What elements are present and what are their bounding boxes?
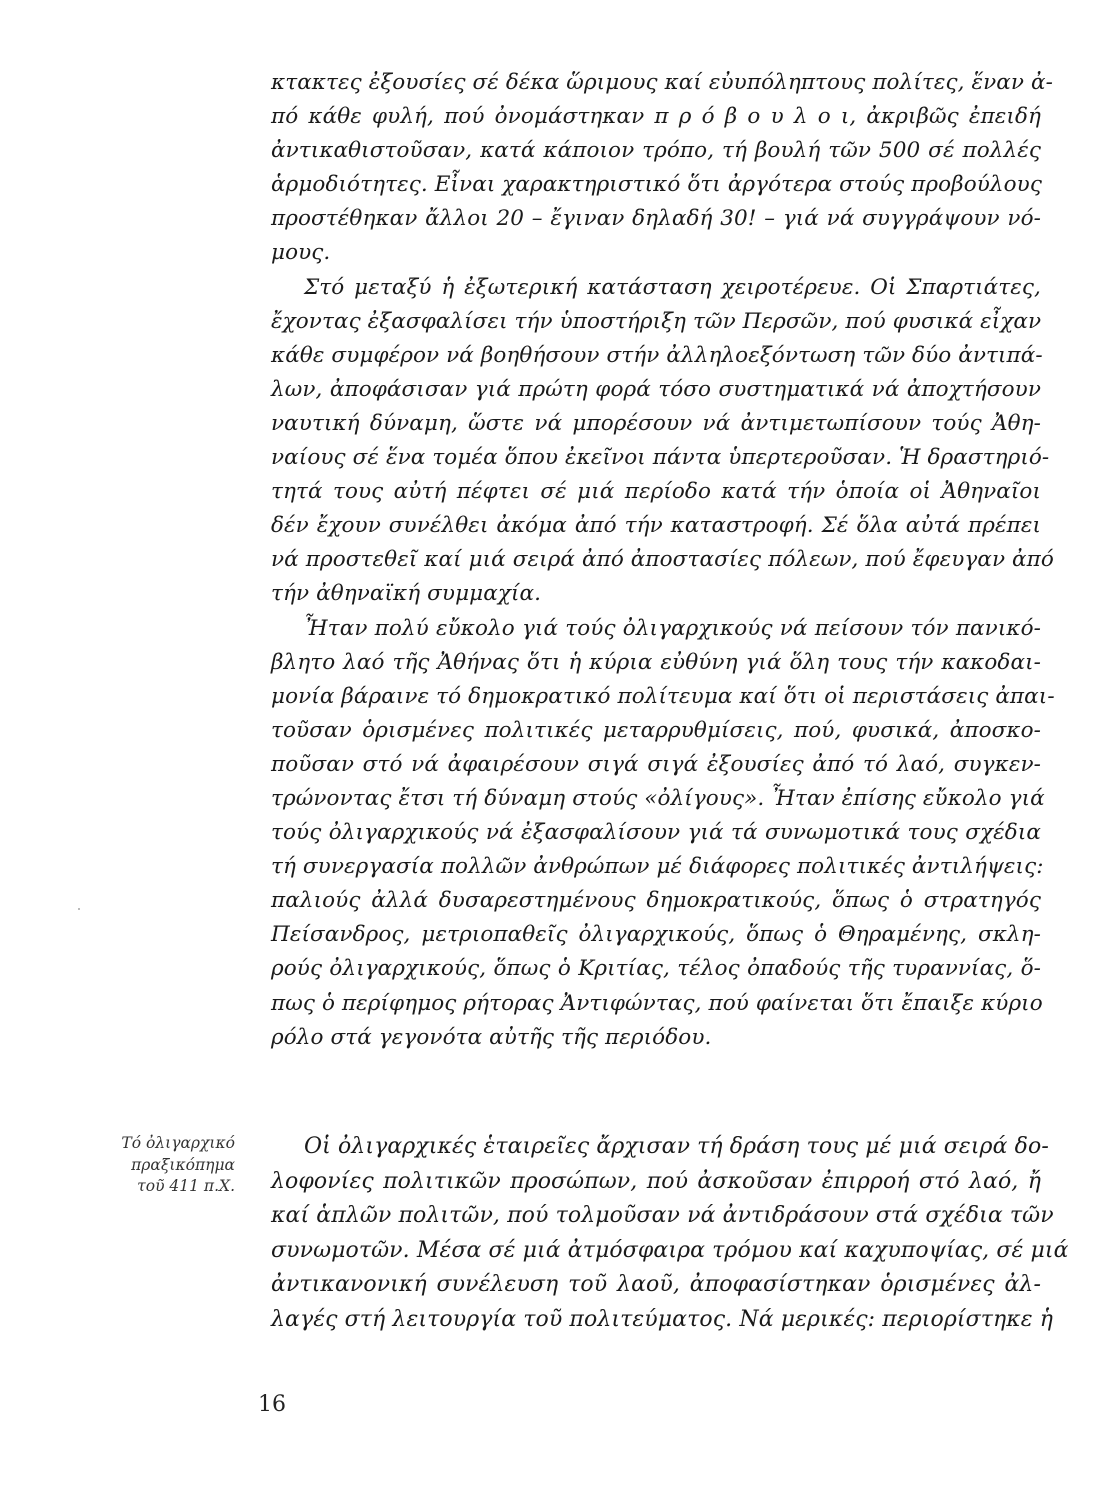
paragraph-end-line: τήν ἀθηναϊκή συμμαχία. [271, 581, 542, 607]
text-line: μονία βάραινε τό δημοκρατικό πολίτευμα καί ὅτι οἱ περιστάσεις ἀπαι- [271, 683, 1055, 709]
margin-note-line: τοῦ 411 π.Χ. [137, 1177, 235, 1195]
text-line: ρούς ὀλιγαρχικούς, ὅπως ὁ Κριτίας, τέλος ὀπαδούς τῆς τυραννίας, ὅ- [271, 956, 1041, 982]
text-line: ποῦσαν στό νά ἀφαιρέσουν σιγά σιγά ἐξουσίες ἀπό τό λαό, συγκεν- [271, 751, 1041, 777]
text-line: συνωμοτῶν. Μέσα σέ μιά ἀτμόσφαιρα τρόμου καί καχυποψίας, σέ μιά [271, 1237, 1069, 1263]
text-line: ναυτική δύναμη, ὥστε νά μπορέσουν νά ἀντιμετωπίσουν τούς Ἀθη- [271, 410, 1041, 436]
text-line: ἀντικαθιστοῦσαν, κατά κάποιον τρόπο, τή βουλή τῶν 500 σέ πολλές [271, 138, 1041, 164]
margin-note [70, 1133, 235, 1198]
scan-speck [78, 908, 80, 910]
margin-note-line: Τό ὀλιγαρχικό [121, 1134, 235, 1152]
text-line: νά προστεθεῖ καί μιά σειρά ἀπό ἀποστασίες πόλεων, πού ἔφευγαν ἀπό [271, 547, 1054, 573]
text-line: ἀντικανονική συνέλευση τοῦ λαοῦ, ἀποφασίστηκαν ὁρισμένες ἀλ- [271, 1272, 1041, 1297]
text-line: πό κάθε φυλή, πού ὀνομάστηκαν π ρ ό β ο υ λ ο ι, ἀκριβῶς ἐπειδή [271, 104, 1041, 130]
paragraph-end-line: ρόλο στά γεγονότα αὐτῆς τῆς περιόδου. [271, 1024, 712, 1050]
text-line: λαγές στή λειτουργία τοῦ πολιτεύματος. Νά μερικές: περιορίστηκε ἡ [271, 1306, 1054, 1332]
text-line: τούς ὀλιγαρχικούς νά ἐξασφαλίσουν γιά τά συνωμοτικά τους σχέδια [271, 820, 1041, 846]
paragraph-first-line: Οἱ ὀλιγαρχικές ἑταιρεῖες ἄρχισαν τή δράση τους μέ μιά σειρά δο- [304, 1134, 1049, 1159]
text-line: τρώνοντας ἔτσι τή δύναμη στούς «ὀλίγους». Ἦταν ἐπίσης εὔκολο γιά [271, 785, 1045, 811]
section-text-block [271, 1130, 1069, 1337]
text-line: κτακτες ἐξουσίες σέ δέκα ὥριμους καί εὐυπόληπτους πολίτες, ἕναν ἀ- [271, 70, 1054, 95]
text-line: ναίους σέ ἕνα τομέα ὅπου ἐκεῖνοι πάντα ὑπερτεροῦσαν. Ἡ δραστηριό- [271, 445, 1050, 471]
text-line: ἁρμοδιότητες. Εἶναι χαρακτηριστικό ὅτι ἀργότερα στούς προβούλους [271, 172, 1042, 198]
text-line: ἔχοντας ἐξασφαλίσει τήν ὑποστήριξη τῶν Περσῶν, πού φυσικά εἶχαν [271, 308, 1042, 334]
text-line: καί ἁπλῶν πολιτῶν, πού τολμοῦσαν νά ἀντιδράσουν στά σχέδια τῶν [271, 1203, 1054, 1228]
text-line: κάθε συμφέρον νά βοηθήσουν στήν ἀλληλοεξόντωση τῶν δύο ἀντιπά- [271, 342, 1043, 368]
text-line: πως ὁ περίφημος ρήτορας Ἀντιφώντας, πού φαίνεται ὅτι ἔπαιξε κύριο [271, 990, 1043, 1016]
text-line: λοφονίες πολιτικῶν προσώπων, πού ἀσκοῦσαν ἐπιρροή στό λαό, ἤ [271, 1168, 1041, 1194]
text-line: τητά τους αὐτή πέφτει σέ μιά περίοδο κατά τήν ὁποία οἱ Ἀθηναῖοι [271, 479, 1041, 505]
page-number: 16 [258, 1392, 286, 1417]
text-line: παλιούς ἀλλά δυσαρεστημένους δημοκρατικούς, ὅπως ὁ στρατηγός [271, 888, 1041, 914]
paragraph-first-line: Ἦταν πολύ εὔκολο γιά τούς ὀλιγαρχικούς νά πείσουν τόν πανικό- [304, 615, 1041, 641]
text-line: Πείσανδρος, μετριοπαθεῖς ὀλιγαρχικούς, ὅπως ὁ Θηραμένης, σκλη- [271, 922, 1041, 948]
text-line: προστέθηκαν ἄλλοι 20 – ἔγιναν δηλαδή 30! – γιά νά συγγράψουν νό- [271, 206, 1041, 232]
paragraph-end-line: μους. [271, 240, 331, 266]
text-line: λων, ἀποφάσισαν γιά πρώτη φορά τόσο συστηματικά νά ἀποχτήσουν [271, 376, 1041, 402]
text-line: τή συνεργασία πολλῶν ἀνθρώπων μέ διάφορες πολιτικές ἀντιλήψεις: [271, 854, 1044, 880]
text-line: δέν ἔχουν συνέλθει ἀκόμα ἀπό τήν καταστροφή. Σέ ὅλα αὐτά πρέπει [271, 513, 1041, 539]
paragraph-first-line: Στό μεταξύ ἡ ἐξωτερική κατάσταση χειροτέρευε. Οἱ Σπαρτιάτες, [304, 274, 1041, 300]
text-line: τοῦσαν ὁρισμένες πολιτικές μεταρρυθμίσεις, πού, φυσικά, ἀποσκο- [271, 717, 1041, 743]
margin-note-line: πραξικόπημα [131, 1155, 235, 1174]
main-text-block [271, 66, 1055, 1055]
text-line: βλητο λαό τῆς Ἀθήνας ὅτι ἡ κύρια εὐθύνη γιά ὅλη τους τήν κακοδαι- [271, 649, 1041, 675]
